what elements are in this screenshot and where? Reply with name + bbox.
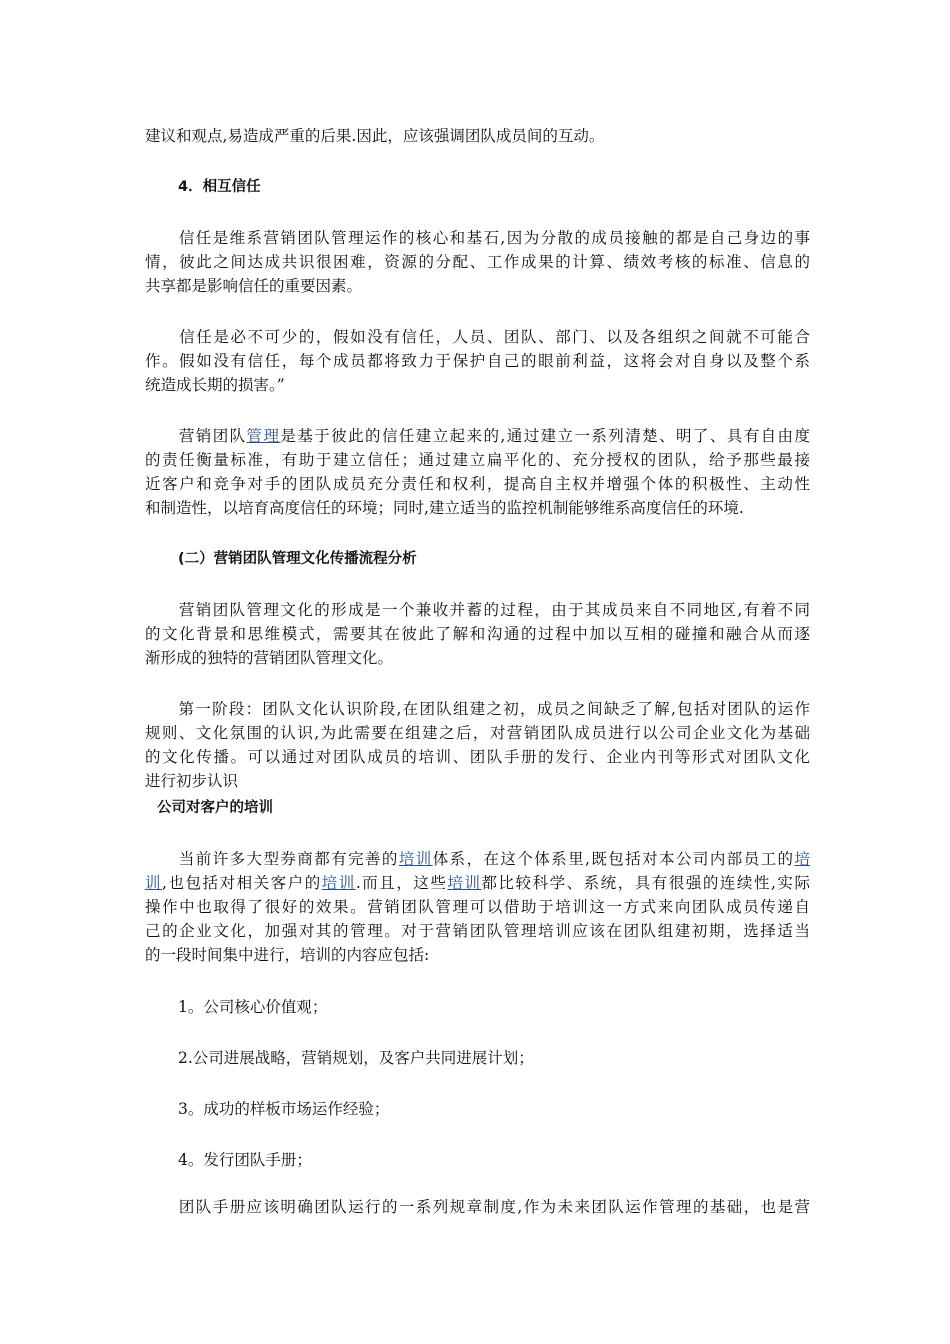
text-span: 是基于彼此的信任建立起来的,通过建立一系列清楚、明了、具有自由度 [280, 427, 810, 445]
text-span: 体系，在这个体系里,既包括对本公司内部员工的 [432, 850, 795, 868]
link-training[interactable]: 培训 [447, 874, 482, 892]
link-training[interactable]: 培 [794, 850, 810, 868]
link-management[interactable]: 管理 [246, 427, 281, 445]
section-heading: 4．相互信任 [178, 179, 261, 195]
text-line: 近客户和竞争对手的团队成员充分责任和权利，提高自主权并增强个体的积极性、主动性 [145, 475, 810, 493]
text-span: 营销团队 [145, 427, 247, 445]
text-line: 操作中也取得了很好的效果。营销团队管理可以借助于培训这一方式来向团队成员传递自 [145, 898, 810, 916]
text-line: 的责任衡量标准，有助于建立信任；通过建立扁平化的、充分授权的团队，给予那些最接 [145, 451, 810, 469]
link-training[interactable]: 培训 [398, 850, 433, 868]
text-line: 共享都是影响信任的重要因素。 [145, 277, 363, 295]
text-line: 的一段时间集中进行，培训的内容应包括: [145, 946, 430, 964]
text-line: 统造成长期的损害。” [145, 376, 285, 394]
text-span: .而且，这些 [355, 874, 448, 892]
text-line: 第一阶段：团队文化认识阶段,在团队组建之初，成员之间缺乏了解,包括对团队的运作 [145, 700, 810, 718]
text-line: 己的企业文化，加强对其的管理。对于营销团队管理培训应该在团队组建初期，选择适当 [145, 922, 810, 940]
text-line: 信任是维系营销团队管理运作的核心和基石,因为分散的成员接触的都是自己身边的事 [145, 229, 810, 247]
link-training[interactable]: 训 [145, 874, 163, 892]
text-line: 的文化背景和思维模式，需要其在彼此了解和沟通的过程中加以互相的碰撞和融合从而逐 [145, 625, 810, 643]
section-heading: (二）营销团队管理文化传播流程分析 [178, 551, 417, 567]
list-item: 1。公司核心价值观； [178, 998, 328, 1016]
link-training[interactable]: 培训 [321, 874, 356, 892]
text-line: 渐形成的独特的营销团队管理文化。 [145, 649, 394, 667]
text-line: 情，彼此之间达成共识很困难，资源的分配、工作成果的计算、绩效考核的标准、信息的 [145, 253, 810, 271]
text-line: 规则、文化氛围的认识,为此需要在组建之后，对营销团队成员进行以公司企业文化为基础 [145, 724, 810, 742]
text-line: 的文化传播。可以通过对团队成员的培训、团队手册的发行、企业内刊等形式对团队文化 [145, 748, 810, 766]
text-span: 都比较科学、系统，具有很强的连续性,实际 [481, 874, 810, 892]
text-line: 进行初步认识 [145, 772, 239, 790]
text-line: 作。假如没有信任，每个成员都将致力于保护自己的眼前利益，这将会对自身以及整个系 [145, 352, 810, 370]
text-span: ,也包括对相关客户的 [162, 874, 322, 892]
text-line: 和制造性，以培育高度信任的环境；同时,建立适当的监控机制能够维系高度信任的环境. [145, 499, 744, 517]
text-line: 营销团队管理文化的形成是一个兼收并蓄的过程，由于其成员来自不同地区,有着不同 [145, 601, 810, 619]
text-span: 当前许多大型券商都有完善的 [145, 850, 399, 868]
list-item: 2.公司进展战略，营销规划，及客户共同进展计划； [178, 1049, 534, 1067]
text-line [145, 847, 810, 871]
list-item: 3。成功的样板市场运作经验； [178, 1100, 390, 1118]
text-line: 信任是必不可少的，假如没有信任，人员、团队、部门、以及各组织之间就不可能合 [145, 328, 810, 346]
text-line: 团队手册应该明确团队运行的一系列规章制度,作为未来团队运作管理的基础，也是营 [145, 1198, 810, 1216]
list-item: 4。发行团队手册； [178, 1151, 312, 1169]
section-heading: 公司对客户的培训 [157, 800, 273, 816]
text-line [145, 424, 810, 448]
text-line [145, 871, 810, 895]
text-line: 建议和观点,易造成严重的后果.因此，应该强调团队成员间的互动。 [145, 127, 605, 145]
